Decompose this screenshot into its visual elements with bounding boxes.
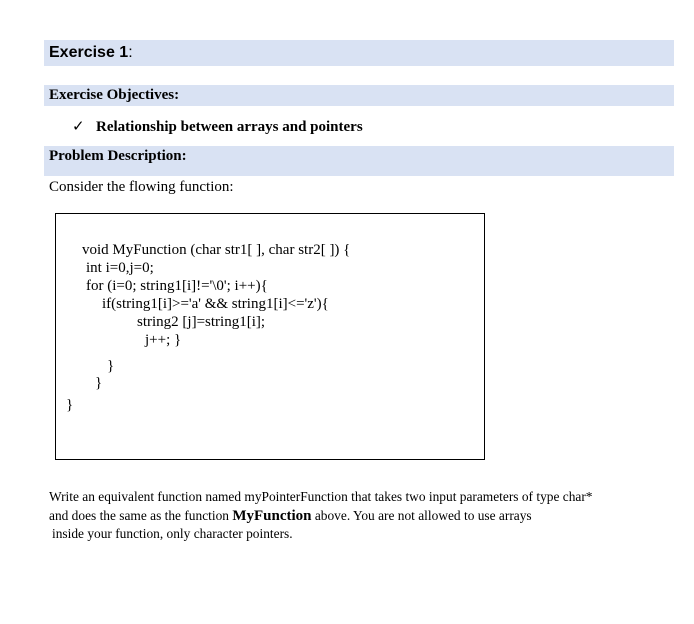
task-description [49,488,669,544]
problem-intro: Consider the flowing function: [49,179,234,195]
checkmark-icon: ✓ [72,119,85,135]
code-line: int i=0,j=0; [86,260,154,276]
code-line: } [95,375,103,391]
task-line-1: Write an equivalent function named myPointerFunction that takes two input parameters of type char* [49,489,593,504]
code-line: } [66,397,74,413]
code-line: j++; } [145,332,182,348]
code-line: } [107,358,115,374]
task-line-3: inside your function, only character pointers. [52,526,293,541]
code-line: void MyFunction (char str1[ ], char str2[ ]) { [82,242,351,258]
code-line: string2 [j]=string1[i]; [137,314,266,330]
objective-item [72,117,363,136]
exercise-title-band [44,40,674,66]
problem-heading: Problem Description: [49,148,187,164]
code-line: if(string1[i]>='a' && string1[i]<='z'){ [102,296,329,312]
objectives-heading: Exercise Objectives: [49,87,180,103]
exercise-title: Exercise 1: [49,44,133,61]
code-line: for (i=0; string1[i]!='\0'; i++){ [86,278,268,294]
task-line-2: and does the same as the function MyFunction above. You are not allowed to use arrays [49,507,532,524]
function-name: MyFunction [232,507,312,524]
objective-text: Relationship between arrays and pointers [96,119,363,135]
